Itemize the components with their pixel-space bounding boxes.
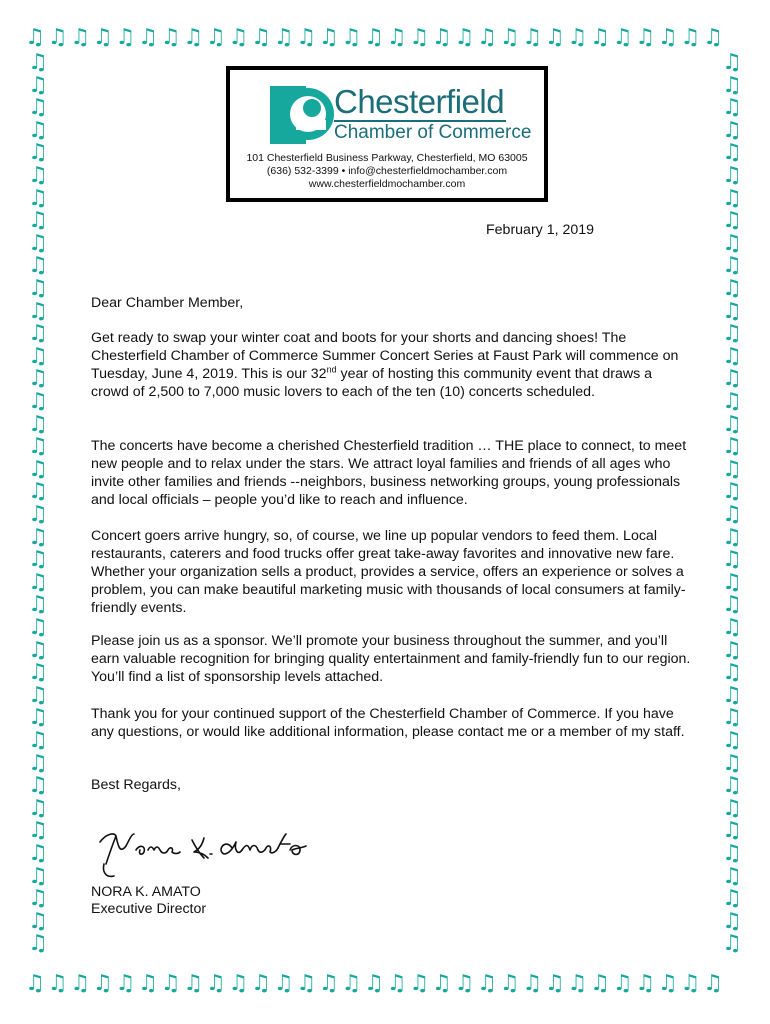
- signature-text: Nora K. Amato: [92, 820, 99, 821]
- music-note-icon: ♫: [657, 971, 678, 996]
- signer-name: NORA K. AMATO: [91, 884, 201, 900]
- music-note-icon: ♫: [183, 25, 204, 50]
- music-note-icon: ♫: [477, 971, 497, 996]
- music-note-icon: ♫: [722, 886, 742, 912]
- music-note-icon: ♫: [205, 971, 226, 996]
- music-note-icon: ♫: [28, 434, 48, 460]
- music-note-icon: ♫: [635, 971, 656, 996]
- music-note-icon: ♫: [722, 547, 742, 573]
- music-note-icon: ♫: [70, 25, 91, 50]
- music-note-icon: ♫: [386, 25, 407, 50]
- music-note-icon: ♫: [47, 971, 68, 996]
- music-note-icon: ♫: [228, 971, 249, 996]
- music-note-icon: ♫: [722, 117, 742, 143]
- music-note-icon: ♫: [477, 25, 497, 50]
- paragraph-5-text: Thank you for your continued support of the Chesterfield Chamber of Commerce. If you have any questions, or would like additional information, please contact me or a member of my staff.: [91, 706, 685, 740]
- border-right: [718, 52, 746, 970]
- music-note-icon: ♫: [722, 863, 742, 889]
- music-note-icon: ♫: [499, 25, 520, 50]
- letter-date: February 1, 2019: [486, 222, 595, 238]
- music-note-icon: ♫: [722, 95, 742, 121]
- music-note-icon: ♫: [28, 72, 48, 98]
- music-note-icon: ♫: [722, 773, 742, 799]
- music-note-icon: ♫: [722, 276, 742, 301]
- border-top: [24, 24, 746, 52]
- music-note-icon: ♫: [28, 524, 48, 550]
- org-subtitle: Chamber of Commerce: [334, 122, 532, 143]
- music-note-icon: ♫: [612, 971, 633, 996]
- music-note-icon: ♫: [722, 456, 742, 482]
- music-note-icon: ♫: [722, 321, 742, 347]
- music-note-icon: ♫: [318, 25, 339, 50]
- address: 101 Chesterfield Business Parkway, Chesterfield, MO 63005: [246, 152, 528, 164]
- music-note-icon: ♫: [722, 660, 742, 686]
- music-note-icon: ♫: [70, 971, 91, 996]
- music-note-icon: ♫: [522, 971, 543, 996]
- music-note-icon: ♫: [454, 971, 475, 996]
- paragraph-1-text-a: Get ready to swap your winter coat and boots for your shorts and dancing shoes! The Chesterfield Chamber of Commerce Summer Concert Series at Faust Park will commence on Tuesday, June 4, 2019. This is our 32: [91, 330, 679, 382]
- paragraph-5: [91, 705, 691, 741]
- music-note-icon: ♫: [722, 818, 742, 844]
- music-note-icon: ♫: [28, 547, 48, 573]
- music-note-icon: ♫: [28, 479, 48, 505]
- music-note-icon: ♫: [567, 25, 588, 50]
- music-note-icon: ♫: [722, 140, 742, 166]
- music-note-icon: ♫: [454, 25, 475, 50]
- music-note-icon: ♫: [680, 25, 701, 50]
- paragraph-1-text-b: year of hosting this community event that draws a crowd of 2,500 to 7,000 music lovers to each of the ten (10) concerts scheduled.: [91, 366, 653, 400]
- music-note-icon: ♫: [28, 660, 48, 686]
- music-note-icon: ♫: [28, 185, 48, 211]
- music-note-icon: ♫: [28, 795, 48, 821]
- music-note-icon: ♫: [28, 389, 48, 414]
- music-note-icon: ♫: [722, 230, 742, 256]
- music-note-icon: ♫: [499, 971, 520, 996]
- music-note-icon: ♫: [28, 592, 48, 618]
- music-note-icon: ♫: [273, 971, 294, 996]
- music-note-icon: ♫: [28, 456, 48, 482]
- music-note-icon: ♫: [722, 253, 742, 279]
- music-note-icon: ♫: [722, 728, 742, 753]
- music-note-icon: ♫: [722, 366, 742, 392]
- music-note-icon: ♫: [183, 971, 204, 996]
- music-note-icon: ♫: [722, 185, 742, 211]
- music-note-icon: ♫: [722, 72, 742, 98]
- music-note-icon: ♫: [722, 52, 742, 75]
- music-note-icon: ♫: [703, 971, 723, 996]
- org-name: Chesterfield: [334, 83, 505, 120]
- music-note-icon: ♫: [28, 728, 48, 753]
- music-note-icon: ♫: [28, 140, 48, 166]
- music-note-icon: ♫: [251, 971, 271, 996]
- music-note-icon: ♫: [431, 971, 452, 996]
- music-note-icon: ♫: [92, 971, 113, 996]
- music-note-icon: ♫: [28, 886, 48, 912]
- music-note-icon: ♫: [115, 25, 136, 50]
- music-note-icon: ♫: [722, 524, 742, 550]
- paragraph-4-text: Please join us as a sponsor. We’ll promote your business throughout the summer, and you’ll earn valuable recognition for bringing quality entertainment and family-friendly fun to our region. You’ll find a list of sponsorship levels attached.: [91, 633, 691, 685]
- paragraph-2: [91, 437, 691, 509]
- music-note-icon: ♫: [28, 366, 48, 392]
- border-bottom: [24, 970, 746, 998]
- music-note-icon: ♫: [722, 750, 742, 776]
- ordinal-suffix: nd: [326, 364, 337, 375]
- music-note-icon: ♫: [657, 25, 678, 50]
- music-note-icon: ♫: [28, 773, 48, 799]
- music-note-icon: ♫: [160, 25, 181, 50]
- music-note-icon: ♫: [28, 682, 48, 708]
- music-note-icon: ♫: [722, 841, 742, 866]
- music-note-icon: ♫: [296, 971, 317, 996]
- music-note-icon: ♫: [28, 253, 48, 279]
- signer-title: Executive Director: [91, 901, 207, 917]
- music-note-icon: ♫: [567, 971, 588, 996]
- music-note-icon: ♫: [341, 25, 362, 50]
- website: www.chesterfieldmochamber.com: [308, 178, 466, 190]
- signature: [92, 820, 342, 884]
- music-note-icon: ♫: [544, 971, 565, 996]
- music-note-icon: ♫: [409, 25, 430, 50]
- letterhead: [226, 66, 548, 202]
- music-note-icon: ♫: [722, 705, 742, 731]
- music-note-icon: ♫: [28, 411, 48, 437]
- music-note-icon: ♫: [722, 298, 742, 324]
- music-note-icon: ♫: [722, 931, 742, 957]
- border-left: [24, 52, 52, 970]
- music-note-icon: ♫: [722, 343, 742, 369]
- music-note-icon: ♫: [28, 615, 48, 640]
- music-note-icon: ♫: [722, 479, 742, 505]
- closing: Best Regards,: [91, 777, 181, 793]
- music-note-icon: ♫: [612, 25, 633, 50]
- music-note-icon: ♫: [722, 682, 742, 708]
- music-note-icon: ♫: [386, 971, 407, 996]
- music-note-icon: ♫: [722, 637, 742, 663]
- music-note-icon: ♫: [28, 750, 48, 776]
- music-note-icon: ♫: [364, 971, 384, 996]
- music-note-icon: ♫: [680, 971, 701, 996]
- music-note-icon: ♫: [28, 908, 48, 934]
- music-note-icon: ♫: [28, 276, 48, 301]
- music-note-icon: ♫: [722, 908, 742, 934]
- music-note-icon: ♫: [722, 208, 742, 234]
- music-note-icon: ♫: [296, 25, 317, 50]
- music-note-icon: ♫: [722, 163, 742, 188]
- music-note-icon: ♫: [722, 592, 742, 618]
- music-note-icon: ♫: [25, 971, 45, 996]
- music-note-icon: ♫: [28, 637, 48, 663]
- music-note-icon: ♫: [28, 52, 48, 75]
- music-note-icon: ♫: [28, 230, 48, 256]
- music-note-icon: ♫: [273, 25, 294, 50]
- music-note-icon: ♫: [205, 25, 226, 50]
- music-note-icon: ♫: [722, 411, 742, 437]
- music-note-icon: ♫: [25, 25, 45, 50]
- paragraph-1: [91, 329, 691, 401]
- music-note-icon: ♫: [722, 389, 742, 414]
- music-note-icon: ♫: [590, 25, 610, 50]
- music-note-icon: ♫: [722, 569, 742, 595]
- music-note-icon: ♫: [590, 971, 610, 996]
- music-note-icon: ♫: [28, 343, 48, 369]
- music-note-icon: ♫: [138, 25, 158, 50]
- music-note-icon: ♫: [251, 25, 271, 50]
- music-note-icon: ♫: [92, 25, 113, 50]
- greeting: Dear Chamber Member,: [91, 295, 244, 311]
- paragraph-4: [91, 632, 691, 686]
- music-note-icon: ♫: [28, 569, 48, 595]
- music-note-icon: ♫: [703, 25, 723, 50]
- music-note-icon: ♫: [635, 25, 656, 50]
- music-note-icon: ♫: [28, 298, 48, 324]
- music-note-icon: ♫: [28, 163, 48, 188]
- music-note-icon: ♫: [47, 25, 68, 50]
- music-note-icon: ♫: [28, 321, 48, 347]
- music-note-icon: ♫: [138, 971, 158, 996]
- music-note-icon: ♫: [722, 434, 742, 460]
- music-note-icon: ♫: [722, 615, 742, 640]
- music-note-icon: ♫: [341, 971, 362, 996]
- chamber-logo-icon: [268, 84, 334, 146]
- music-note-icon: ♫: [318, 971, 339, 996]
- paragraph-3: [91, 527, 691, 617]
- music-note-icon: ♫: [28, 208, 48, 234]
- music-note-icon: ♫: [28, 117, 48, 143]
- music-note-icon: ♫: [722, 795, 742, 821]
- paragraph-3-text: Concert goers arrive hungry, so, of course, we line up popular vendors to feed them. Local restaurants, caterers and food trucks offer great take-away favorites and innovative new fare. Whether your organization sells a product, provides a service, offers an experience or solves a problem, you can make beautiful marketing music with thousands of local consumers at family-friendly events.: [91, 528, 686, 616]
- music-note-icon: ♫: [28, 502, 48, 527]
- paragraph-2-text: The concerts have become a cherished Chesterfield tradition … THE place to connect, to meet new people and to relax under the stars. We attract loyal families and friends of all ages who invite other families and friends --neighbors, business networking groups, young professionals and local officials – people you’d like to reach and influence.: [91, 438, 687, 508]
- music-note-icon: ♫: [228, 25, 249, 50]
- music-note-icon: ♫: [28, 863, 48, 889]
- music-note-icon: ♫: [160, 971, 181, 996]
- music-note-icon: ♫: [722, 502, 742, 527]
- music-note-icon: ♫: [115, 971, 136, 996]
- music-note-icon: ♫: [28, 841, 48, 866]
- music-note-icon: ♫: [28, 818, 48, 844]
- music-note-icon: ♫: [28, 931, 48, 957]
- music-note-icon: ♫: [28, 95, 48, 121]
- music-note-icon: ♫: [522, 25, 543, 50]
- music-note-icon: ♫: [431, 25, 452, 50]
- music-note-icon: ♫: [364, 25, 384, 50]
- music-note-icon: ♫: [409, 971, 430, 996]
- music-note-icon: ♫: [544, 25, 565, 50]
- phone-email: (636) 532-3399 • info@chesterfieldmochamber.com: [266, 165, 508, 177]
- music-note-icon: ♫: [28, 705, 48, 731]
